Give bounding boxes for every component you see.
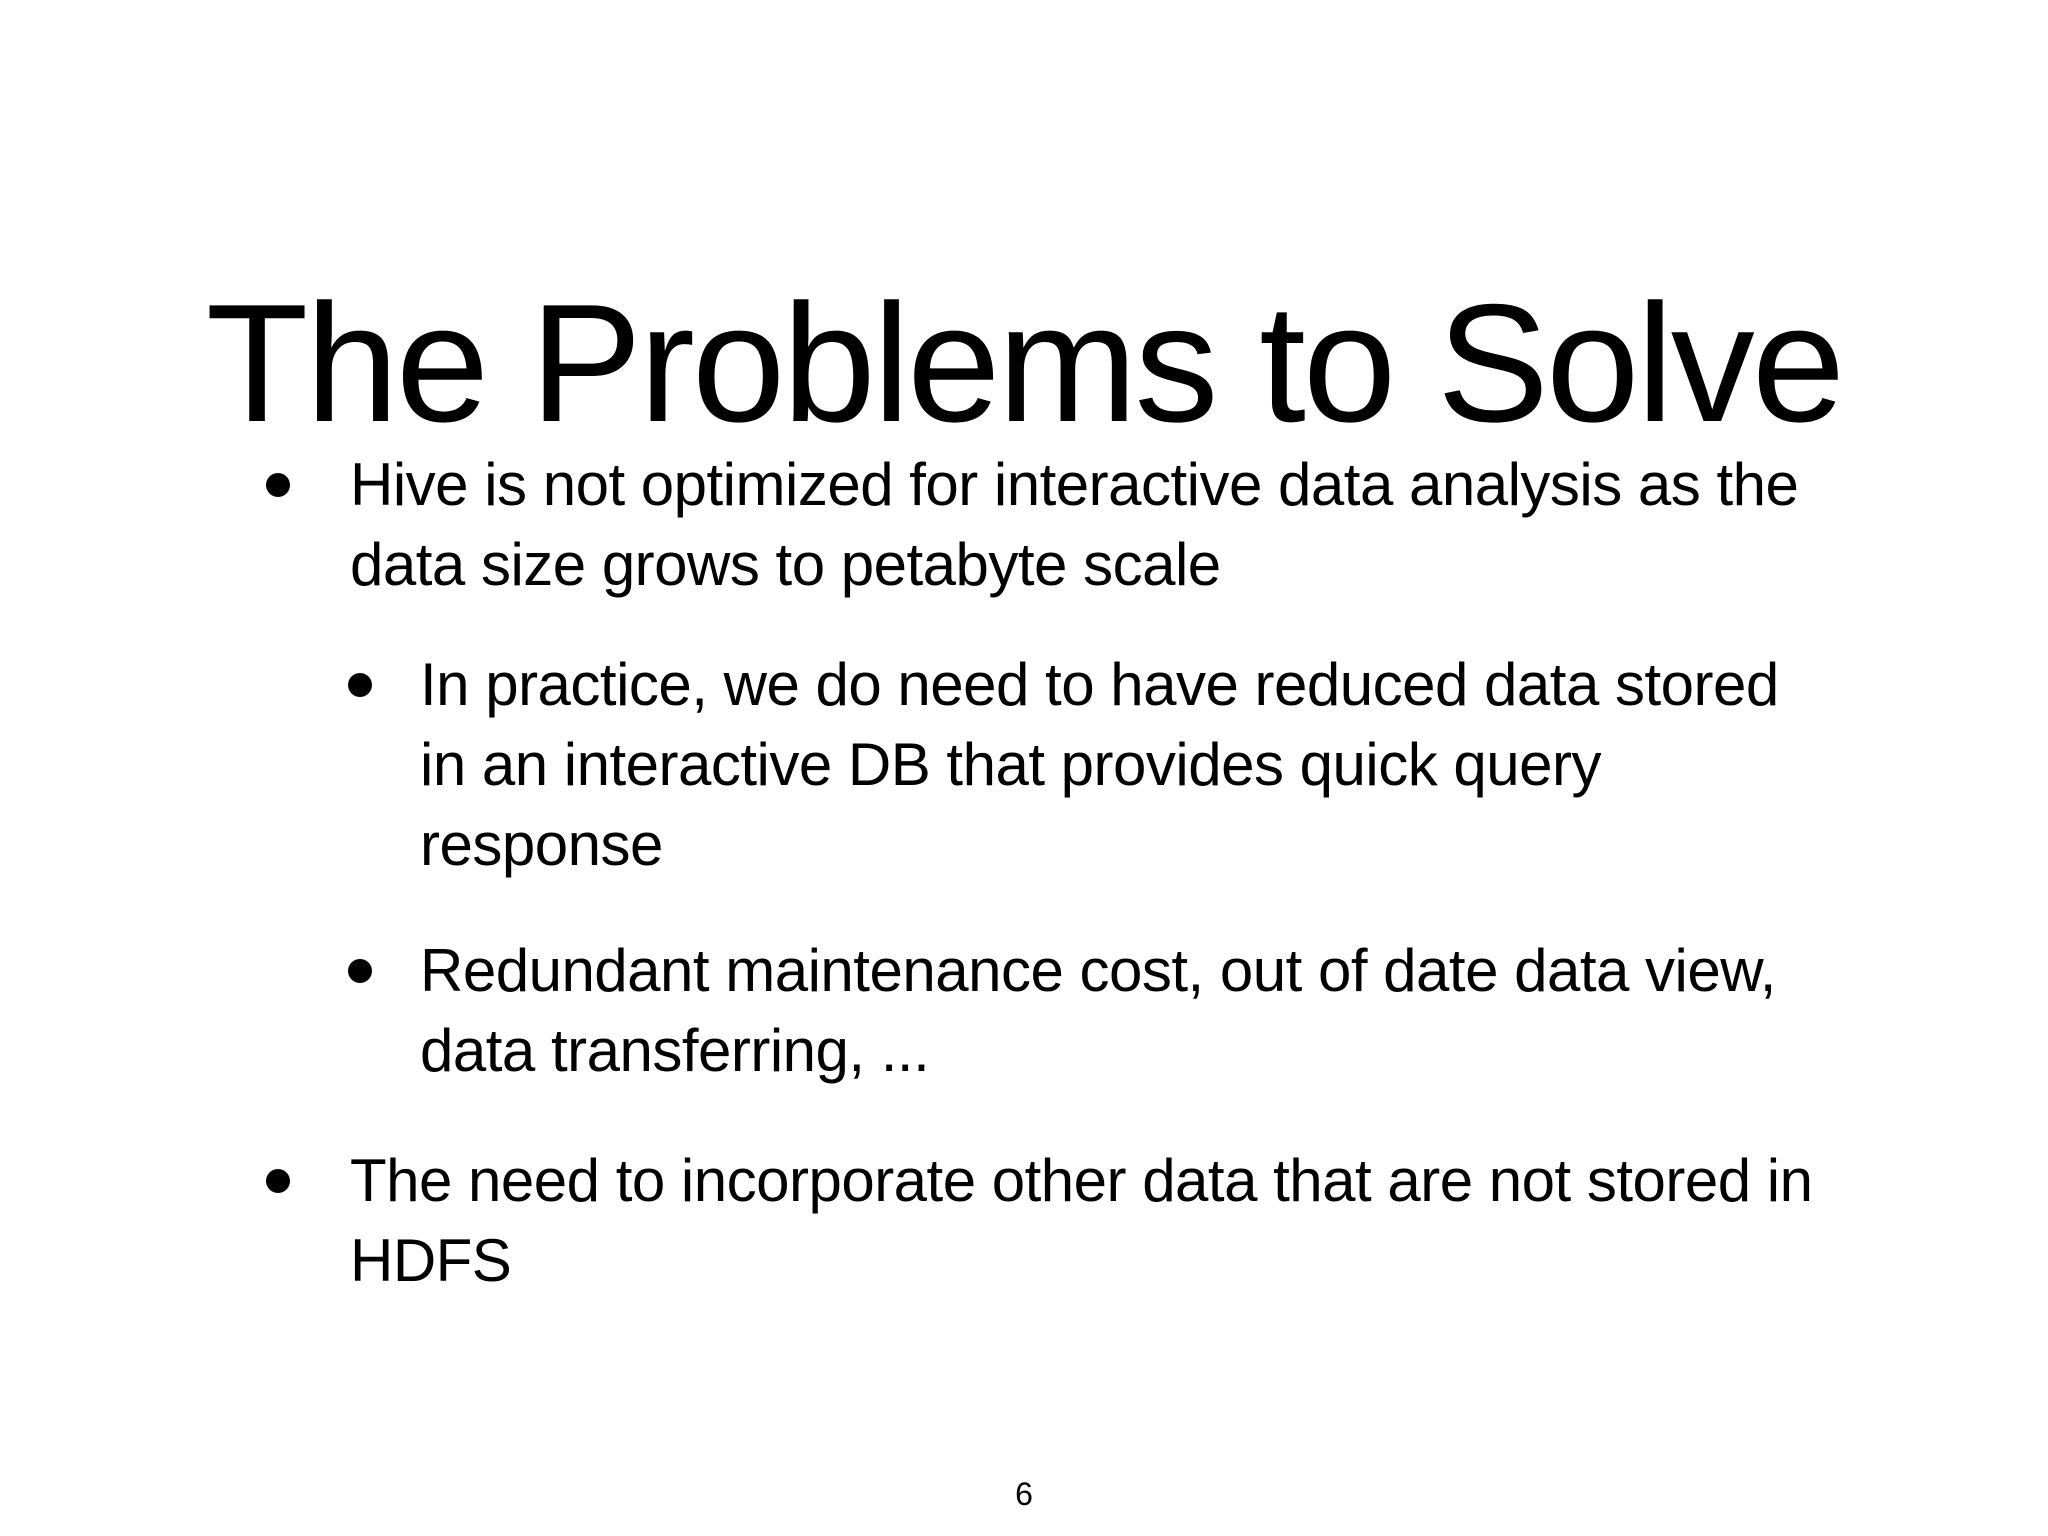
bullet-item — [350, 445, 1830, 605]
bullet-list — [0, 445, 2048, 1301]
sub-bullet-item — [420, 645, 1800, 885]
slide-title: The Problems to Solve — [205, 268, 1843, 457]
page-number: 6 — [1015, 1476, 1033, 1512]
bullet-item — [350, 1141, 1830, 1301]
bullet-text: Redundant maintenance cost, out of date data view, data transferring, ... — [420, 937, 1776, 1084]
bullet-text: Hive is not optimized for interactive data analysis as the data size grows to petabyte scale — [350, 451, 1799, 598]
bullet-text: In practice, we do need to have reduced data stored in an interactive DB that provides quick query response — [420, 651, 1779, 878]
bullet-icon — [348, 959, 372, 983]
sub-bullet-item — [420, 931, 1800, 1091]
bullet-icon — [266, 473, 290, 497]
bullet-icon — [266, 1169, 290, 1193]
bullet-icon — [348, 673, 372, 697]
bullet-text: The need to incorporate other data that are not stored in HDFS — [350, 1147, 1813, 1294]
